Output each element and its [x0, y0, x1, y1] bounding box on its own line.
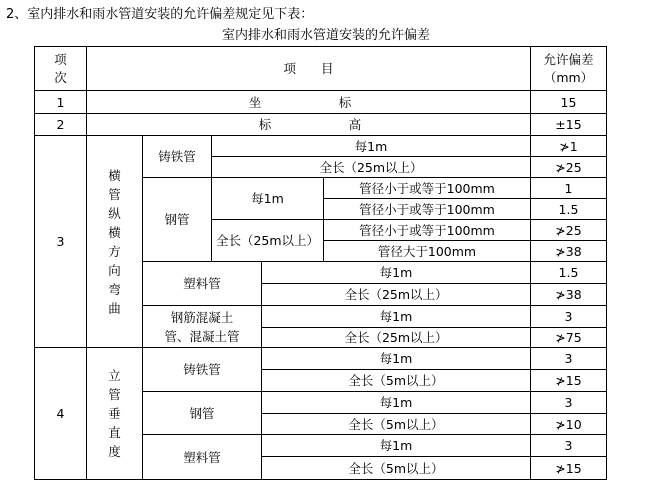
group3-seq: 3 — [56, 234, 65, 249]
g3-cast-iron-per-1m: 每1m — [354, 138, 388, 154]
g3-value: ≯75 — [555, 330, 582, 345]
g3-value: ≯25 — [555, 159, 582, 175]
row1-item-char-a: 坐 — [248, 94, 262, 110]
g3-concrete-per-1m: 每1m — [379, 309, 413, 324]
g3-concrete-label: 钢筋混凝土 管、混凝土管 — [164, 309, 240, 344]
row2-seq: 2 — [56, 117, 65, 132]
header-tolerance: 允许偏差 （mm） — [543, 51, 594, 85]
g4-plastic-label: 塑料管 — [183, 449, 221, 465]
g3-dia-gt-100-b: 管径大于100mm — [377, 243, 477, 259]
g3-value: ≯38 — [555, 287, 582, 302]
intro-text: 2、室内排水和雨水管道安装的允许偏差规定见下表： — [6, 7, 314, 22]
header-bottom-line — [34, 90, 607, 91]
g4-value: 3 — [564, 351, 573, 366]
g3-dia-le-100-a: 管径小于或等于100mm — [359, 180, 495, 196]
g3-value: 1 — [564, 180, 573, 196]
g4-value: 3 — [564, 438, 573, 453]
g3-steel-per-1m: 每1m — [251, 191, 284, 206]
g4-cast-iron-full-length: 全长（5m以上） — [348, 373, 444, 388]
g3-dia-gt-100-a: 管径小于或等于100mm — [359, 201, 495, 217]
g3-steel-full-length: 全长（25m以上） — [215, 233, 320, 248]
table-border-right — [606, 46, 607, 480]
g4-steel-label: 钢管 — [189, 405, 215, 421]
row1-value: 15 — [560, 94, 577, 110]
row-line — [34, 113, 607, 114]
row2-item-char-a: 标 — [258, 117, 272, 132]
g4-cast-iron-per-1m: 每1m — [379, 351, 413, 366]
g4-cast-iron-label: 铸铁管 — [183, 362, 221, 377]
table-caption: 室内排水和雨水管道安装的允许偏差 — [221, 28, 430, 43]
g4-steel-per-1m: 每1m — [379, 395, 413, 410]
g3-value: 3 — [564, 309, 573, 324]
g4-plastic-full-length: 全长（5m以上） — [348, 460, 444, 476]
header-seq: 项 次 — [54, 51, 67, 85]
g3-value: 1.5 — [558, 265, 579, 280]
row1-seq: 1 — [56, 94, 65, 110]
g3-plastic-label: 塑料管 — [183, 276, 221, 291]
group4-label: 立 管 垂 直 度 — [108, 368, 121, 459]
g3-value: ≯38 — [555, 243, 582, 259]
g3-value: ≯1 — [559, 138, 578, 154]
row2-item-char-b: 高 — [348, 117, 362, 132]
group3-label: 横 管 纵 横 方 向 弯 曲 — [108, 167, 121, 316]
g4-value: ≯15 — [555, 373, 582, 388]
g4-value: ≯10 — [555, 416, 582, 432]
header-item: 项 目 — [283, 61, 334, 76]
group4-seq: 4 — [56, 406, 65, 421]
row2-value: ±15 — [555, 117, 582, 132]
g3-dia-le-100-b: 管径小于或等于100mm — [359, 222, 495, 238]
g4-value: 3 — [564, 395, 573, 410]
row1-item-char-b: 标 — [338, 94, 352, 110]
g3-plastic-full-length: 全长（25m以上） — [344, 287, 448, 302]
g4-steel-full-length: 全长（5m以上） — [348, 416, 444, 432]
g3-plastic-per-1m: 每1m — [379, 265, 413, 280]
g4-plastic-per-1m: 每1m — [379, 438, 413, 453]
g3-value: 1.5 — [558, 201, 579, 217]
g3-value: ≯25 — [555, 222, 582, 238]
g3-cast-iron-full-length: 全长（25m以上） — [319, 159, 423, 175]
g3-cast-iron-label: 铸铁管 — [158, 149, 196, 164]
table-border-bottom — [34, 479, 607, 480]
g4-value: ≯15 — [555, 460, 582, 476]
g3-steel-label: 钢管 — [164, 212, 190, 227]
g3-concrete-full-length: 全长（25m以上） — [344, 330, 448, 345]
